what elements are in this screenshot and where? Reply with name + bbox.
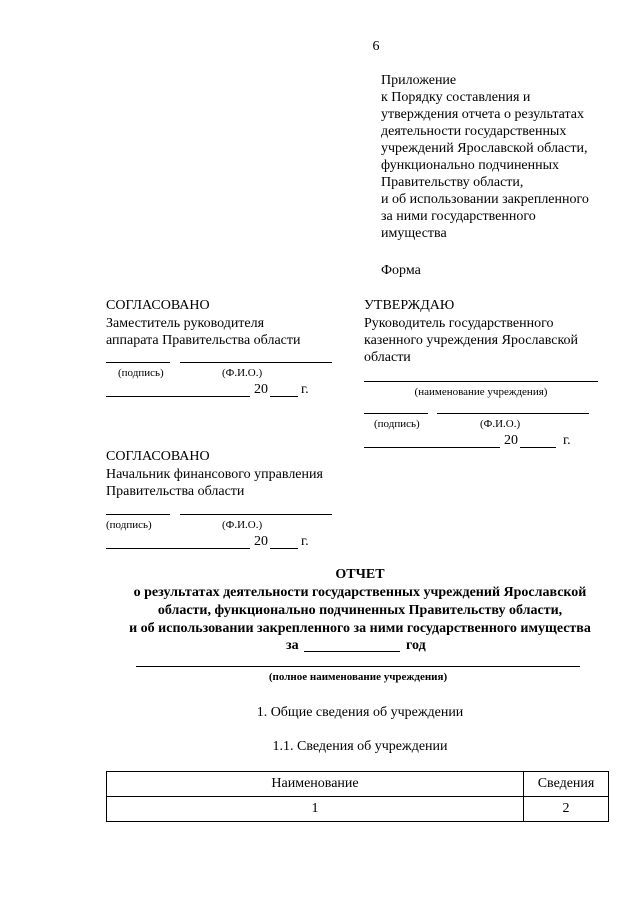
- section-heading: 1. Общие сведения об учреждении: [256, 705, 464, 720]
- agreed-position: аппарата Правительства области: [106, 333, 301, 348]
- appendix-line: деятельности государственных: [381, 124, 567, 139]
- appendix-line: имущества: [381, 226, 447, 241]
- signature-line[interactable]: [106, 514, 170, 515]
- year-prefix: 20: [254, 534, 268, 549]
- year-prefix: 20: [254, 382, 268, 397]
- year-line[interactable]: [520, 447, 556, 448]
- approved-position: области: [364, 350, 411, 365]
- signature-caption: (подпись): [118, 367, 164, 379]
- appendix-line: утверждения отчета о результатах: [381, 107, 584, 122]
- report-subtitle: о результатах деятельности государственных учреждений Ярославской: [133, 585, 587, 600]
- fio-caption: (Ф.И.О.): [222, 367, 263, 379]
- date-line[interactable]: [106, 396, 250, 397]
- fio-caption: (Ф.И.О.): [222, 519, 263, 531]
- signature-caption: (подпись): [374, 418, 420, 430]
- date-line[interactable]: [106, 548, 250, 549]
- fio-caption: (Ф.И.О.): [480, 418, 521, 430]
- report-subtitle: области, функционально подчиненных Правительству области,: [157, 603, 563, 618]
- institution-caption: (наименование учреждения): [414, 386, 548, 398]
- report-period-prefix: за: [286, 638, 299, 653]
- year-prefix: 20: [504, 433, 518, 448]
- table-cell: 2: [524, 797, 609, 822]
- signature-line[interactable]: [364, 413, 428, 414]
- form-label: Форма: [381, 263, 421, 278]
- table-header-row: [107, 772, 609, 797]
- agreed-position: Начальник финансового управления: [106, 467, 323, 482]
- approved-position: казенного учреждения Ярославской: [364, 333, 579, 348]
- page-number: 6: [372, 39, 380, 54]
- appendix-line: за ними государственного: [381, 209, 536, 224]
- year-line[interactable]: [270, 396, 298, 397]
- appendix-line: учреждений Ярославской области,: [381, 141, 588, 156]
- approved-heading: УТВЕРЖДАЮ: [364, 298, 455, 313]
- report-title: ОТЧЕТ: [335, 567, 385, 582]
- date-line[interactable]: [364, 447, 500, 448]
- report-subtitle: и об использовании закрепленного за ними государственного имущества: [129, 621, 591, 636]
- report-year-line[interactable]: [304, 651, 400, 652]
- appendix-line: Приложение: [381, 73, 457, 88]
- subsection-heading: 1.1. Сведения об учреждении: [272, 739, 448, 754]
- agreed-position: Правительства области: [106, 484, 245, 499]
- report-period-suffix: год: [406, 638, 426, 653]
- appendix-line: к Порядку составления и: [381, 90, 531, 105]
- institution-line[interactable]: [364, 381, 598, 382]
- institution-info-table: [106, 771, 609, 822]
- table-header-cell: Сведения: [524, 772, 609, 797]
- appendix-line: Правительству области,: [381, 175, 524, 190]
- agreed-position: Заместитель руководителя: [106, 316, 265, 331]
- appendix-block: [381, 72, 621, 242]
- institution-full-line[interactable]: [136, 666, 580, 667]
- year-suffix: г.: [563, 433, 571, 448]
- appendix-line: функционально подчиненных: [381, 158, 560, 173]
- appendix-line: и об использовании закрепленного: [381, 192, 589, 207]
- agreed-heading: СОГЛАСОВАНО: [106, 449, 210, 464]
- table-row: [107, 797, 609, 822]
- table-header-cell: Наименование: [107, 772, 524, 797]
- fio-line[interactable]: [180, 514, 332, 515]
- year-suffix: г.: [301, 382, 309, 397]
- table-cell: 1: [107, 797, 524, 822]
- fio-line[interactable]: [437, 413, 589, 414]
- signature-line[interactable]: [106, 362, 170, 363]
- fio-line[interactable]: [180, 362, 332, 363]
- approved-position: Руководитель государственного: [364, 316, 554, 331]
- year-line[interactable]: [270, 548, 298, 549]
- agreed-heading: СОГЛАСОВАНО: [106, 298, 210, 313]
- institution-full-caption: (полное наименование учреждения): [268, 671, 448, 683]
- year-suffix: г.: [301, 534, 309, 549]
- signature-caption: (подпись): [106, 519, 152, 531]
